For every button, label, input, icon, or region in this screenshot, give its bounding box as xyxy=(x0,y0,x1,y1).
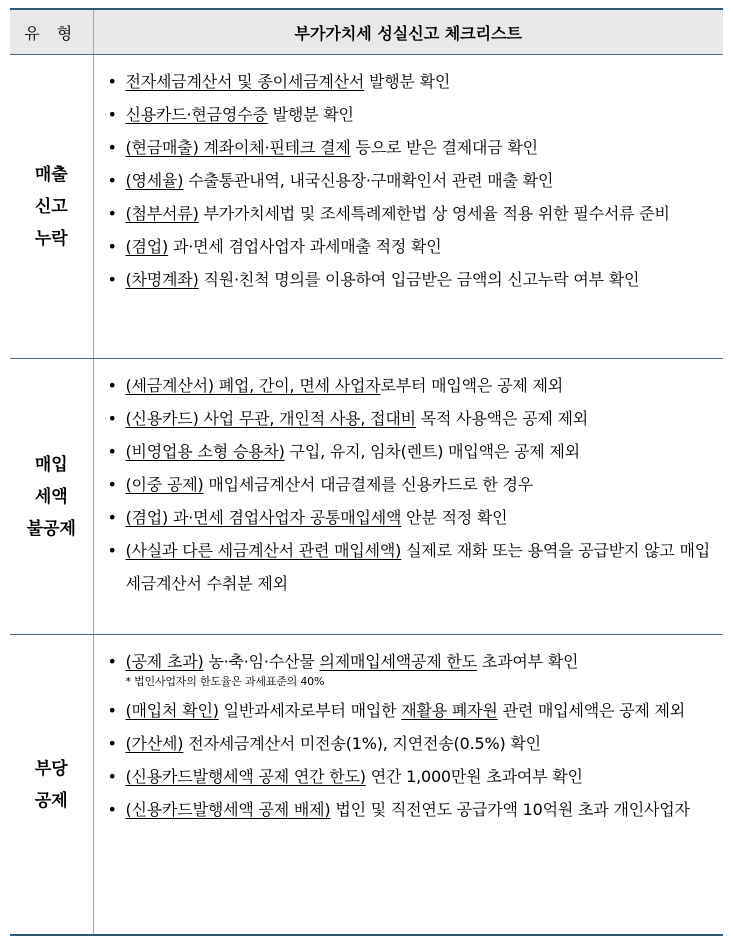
checklist-item xyxy=(106,369,716,402)
type-line: 매입 xyxy=(34,454,68,475)
item-text: 구입, 유지, 임차(렌트) 매입액은 공제 제외 xyxy=(284,442,580,461)
checklist-table xyxy=(10,8,723,936)
type-line: 세액 xyxy=(34,486,68,507)
checklist-item xyxy=(106,793,716,826)
checklist-item xyxy=(106,98,716,131)
item-text: 법인 및 직전연도 공급가액 10억원 초과 개인사업자 xyxy=(330,800,690,819)
item-text-secondary: 초과여부 확인 xyxy=(476,652,579,671)
checklist-item xyxy=(106,197,716,230)
item-text: 발행분 확인 xyxy=(364,72,451,91)
item-tag: (매입처 확인) xyxy=(125,701,219,720)
item-text: 부가가치세법 및 조세특례제한법 상 영세율 적용 위한 필수서류 준비 xyxy=(198,204,670,223)
checklist-item xyxy=(106,263,716,296)
header-row xyxy=(10,9,723,55)
item-tag: (가산세) xyxy=(125,734,184,753)
item-tag: (신용카드발행세액 공제 배제) xyxy=(125,800,331,819)
item-tag: (신용카드발행세액 공제 연간 한도) xyxy=(125,767,366,786)
item-text: 발행분 확인 xyxy=(267,105,354,124)
item-text: 연간 1,000만원 초과여부 확인 xyxy=(365,767,583,786)
type-line: 공제 xyxy=(34,790,68,811)
checklist-item xyxy=(106,230,716,263)
checklist-item xyxy=(106,760,716,793)
checklist-item xyxy=(106,727,716,760)
item-tag-secondary: 의제매입세액공제 한도 xyxy=(319,652,477,671)
type-line: 불공제 xyxy=(26,518,76,539)
item-tag: (사실과 다른 세금계산서 관련 매입세액) xyxy=(125,541,402,560)
checklist-item xyxy=(106,65,716,98)
item-tag: (공제 초과) xyxy=(125,652,204,671)
item-tag: (영세율) xyxy=(125,171,184,190)
item-text: 직원·친척 명의를 이용하여 입금받은 금액의 신고누락 여부 확인 xyxy=(198,270,640,289)
item-text: 농·축·임·수산물 xyxy=(203,652,320,671)
item-tag: (세금계산서) 폐업, 간이, 면세 사업자 xyxy=(125,376,381,395)
items-cell xyxy=(93,55,723,359)
item-text: 등으로 받은 결제대금 확인 xyxy=(350,138,538,157)
type-line: 신고 xyxy=(34,196,68,217)
section-row-improper-deduction xyxy=(10,635,723,936)
type-line: 매출 xyxy=(34,164,68,185)
item-text: 목적 사용액은 공제 제외 xyxy=(415,409,588,428)
checklist-item xyxy=(106,402,716,435)
type-cell xyxy=(10,635,93,936)
type-cell xyxy=(10,359,93,635)
checklist-item xyxy=(106,534,716,600)
item-tag: (이중 공제) xyxy=(125,475,204,494)
item-tag: (비영업용 소형 승용차) xyxy=(125,442,285,461)
item-tag-secondary: 재활용 폐자원 xyxy=(401,701,498,720)
item-tag: (현금매출) 계좌이체·핀테크 결제 xyxy=(125,138,351,157)
item-tag: (신용카드) 사업 무관, 개인적 사용, 접대비 xyxy=(125,409,416,428)
type-cell xyxy=(10,55,93,359)
checklist-item xyxy=(106,468,716,501)
type-line: 부당 xyxy=(34,758,68,779)
item-text: 매입세금계산서 대금결제를 신용카드로 한 경우 xyxy=(203,475,534,494)
item-tag: 신용카드·현금영수증 xyxy=(125,105,268,124)
item-text: 과·면세 겸업사업자 과세매출 적정 확인 xyxy=(168,237,442,256)
section-row-input-tax-nondeductible xyxy=(10,359,723,635)
item-tag: (차명계좌) xyxy=(125,270,199,289)
type-line: 누락 xyxy=(34,228,68,249)
item-text: 로부터 매입액은 공제 제외 xyxy=(380,376,563,395)
checklist-item xyxy=(106,435,716,468)
checklist-item xyxy=(106,645,716,694)
items-cell xyxy=(93,359,723,635)
item-text: 일반과세자로부터 매입한 xyxy=(218,701,402,720)
table-title: 부가가치세 성실신고 체크리스트 xyxy=(93,9,723,55)
item-tag: 전자세금계산서 및 종이세금계산서 xyxy=(125,72,365,91)
item-footnote: * 법인사업자의 한도율은 과세표준의 40% xyxy=(125,675,325,688)
item-text: 전자세금계산서 미전송(1%), 지연전송(0.5%) 확인 xyxy=(183,734,541,753)
section-row-sales-omission xyxy=(10,55,723,359)
checklist-items xyxy=(106,369,716,600)
checklist-items xyxy=(106,645,716,826)
checklist-items xyxy=(106,65,716,296)
checklist-item xyxy=(106,131,716,164)
checklist-item xyxy=(106,501,716,534)
checklist-item xyxy=(106,694,716,727)
item-text: 수출통관내역, 내국신용장·구매확인서 관련 매출 확인 xyxy=(183,171,554,190)
item-tag: (첨부서류) xyxy=(125,204,199,223)
item-tag: (겸업) xyxy=(125,237,169,256)
item-text-secondary: 관련 매입세액은 공제 제외 xyxy=(497,701,686,720)
item-text: 실제로 재화 또는 용역을 공급받지 않고 매입세금계산서 수취분 제외 xyxy=(125,541,711,593)
item-tag: (겸업) 과·면세 겸업사업자 공통매입세액 xyxy=(125,508,402,527)
checklist-item xyxy=(106,164,716,197)
type-column-header: 유 형 xyxy=(10,9,93,55)
item-text: 안분 적정 확인 xyxy=(401,508,508,527)
items-cell xyxy=(93,635,723,936)
